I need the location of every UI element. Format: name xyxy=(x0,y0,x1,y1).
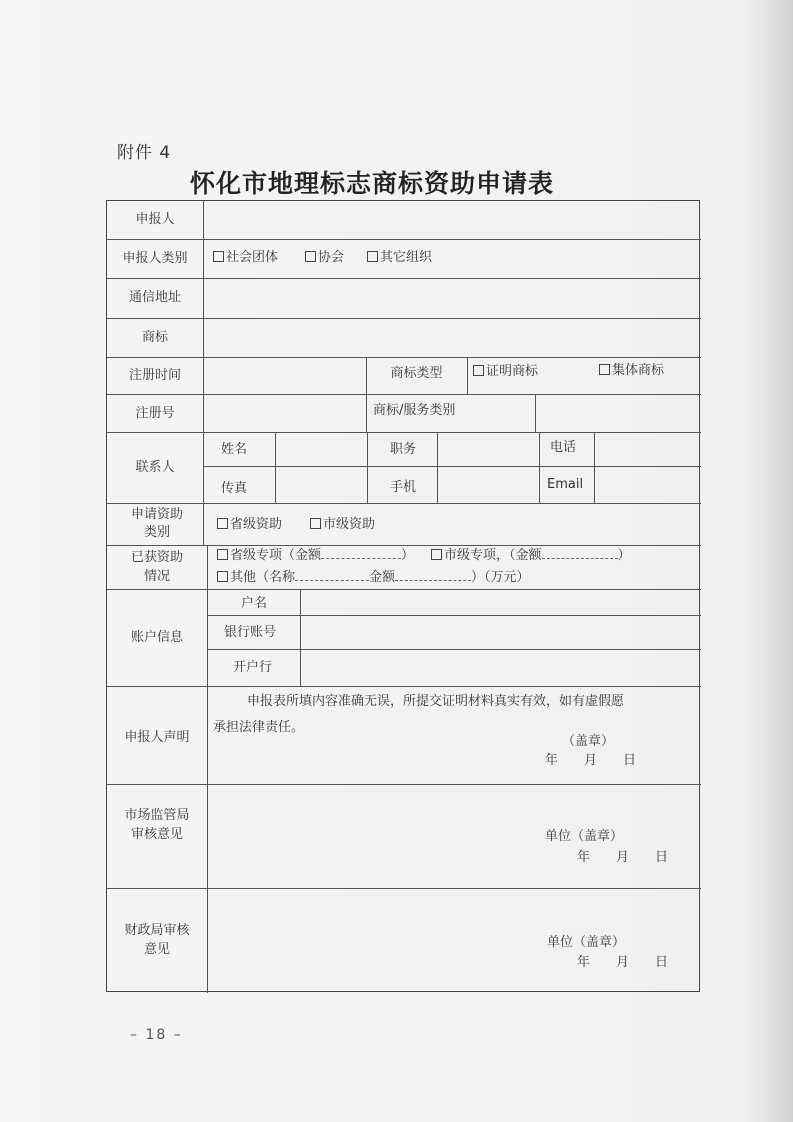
finance-unit-seal: 单位（盖章） xyxy=(547,935,626,950)
label-goods-class: 商标/服务类别 xyxy=(373,403,456,418)
declaration-seal: （盖章） xyxy=(562,734,615,749)
contact-position-input[interactable] xyxy=(439,434,537,464)
col-divider xyxy=(203,201,204,545)
option-provincial-funding[interactable]: 省级资助 xyxy=(217,516,282,534)
amount-blank[interactable] xyxy=(395,568,471,581)
label-tm-type: 商标类型 xyxy=(390,366,443,381)
label-applicant: 申报人 xyxy=(135,212,175,227)
checkbox-icon xyxy=(217,518,228,529)
label-contact-position: 职务 xyxy=(390,442,417,457)
label-applicant-type: 申报人类别 xyxy=(122,251,188,266)
account-number-input[interactable] xyxy=(302,617,699,647)
row-divider xyxy=(207,615,701,616)
checkbox-icon xyxy=(599,364,610,375)
label-account-holder: 户名 xyxy=(241,596,268,611)
account-bank-input[interactable] xyxy=(302,651,699,684)
option-city-funding[interactable]: 市级资助 xyxy=(310,516,375,534)
account-holder-input[interactable] xyxy=(302,591,699,613)
label-account-bank: 开户行 xyxy=(233,660,273,675)
goods-class-input[interactable] xyxy=(537,396,699,430)
option-other-org[interactable]: 其它组织 xyxy=(367,249,432,267)
row-divider xyxy=(107,432,701,433)
checkbox-icon xyxy=(213,251,224,262)
received-provincial[interactable]: 省级专项（金额 ） xyxy=(217,546,414,565)
label-finance-1: 财政局审核 xyxy=(124,923,190,938)
received-other[interactable]: 其他（名称 金额 ）（万元） xyxy=(217,568,530,587)
col-divider xyxy=(207,545,208,993)
row-divider xyxy=(107,888,701,889)
row-divider xyxy=(207,649,701,650)
label-market-1: 市场监管局 xyxy=(124,808,190,823)
row-divider xyxy=(203,466,701,467)
contact-fax-input[interactable] xyxy=(277,468,365,501)
name-blank[interactable] xyxy=(295,568,369,581)
label-account-number: 银行账号 xyxy=(224,625,277,640)
col-divider xyxy=(437,432,438,503)
checkbox-icon xyxy=(473,365,484,376)
label-contact-fax: 传真 xyxy=(221,481,248,496)
label-contact-email: Email xyxy=(547,477,584,492)
col-divider xyxy=(467,357,468,394)
row-divider xyxy=(107,239,701,240)
row-divider xyxy=(107,784,701,785)
address-input[interactable] xyxy=(205,280,699,316)
checkbox-icon xyxy=(305,251,316,262)
reg-no-input[interactable] xyxy=(205,396,365,430)
market-date: 年 月 日 xyxy=(577,850,669,865)
reg-time-input[interactable] xyxy=(205,359,365,392)
checkbox-icon xyxy=(217,549,228,560)
option-association[interactable]: 协会 xyxy=(305,249,344,267)
option-certification-mark[interactable]: 证明商标 xyxy=(473,363,538,381)
label-contact-mobile: 手机 xyxy=(390,480,417,495)
checkbox-icon xyxy=(310,518,321,529)
finance-date: 年 月 日 xyxy=(577,955,669,970)
declaration-date: 年 月 日 xyxy=(545,753,637,768)
application-form-table xyxy=(106,200,700,992)
col-divider xyxy=(367,432,368,503)
label-trademark: 商标 xyxy=(141,330,168,345)
declaration-text-1: 申报表所填内容准确无误，所提交证明材料真实有效，如有虚假愿 xyxy=(247,694,625,709)
label-contact-name: 姓名 xyxy=(221,442,248,457)
label-reg-no: 注册号 xyxy=(135,406,175,421)
checkbox-icon xyxy=(431,549,442,560)
row-divider xyxy=(107,589,701,590)
applicant-input[interactable] xyxy=(205,203,699,237)
checkbox-icon xyxy=(367,251,378,262)
checkbox-icon xyxy=(217,571,228,582)
label-finance-2: 意见 xyxy=(143,942,170,957)
label-received-2: 情况 xyxy=(143,569,170,584)
received-city[interactable]: 市级专项，（金额 ） xyxy=(431,546,631,565)
page-number: – 18 – xyxy=(130,1027,183,1043)
row-divider xyxy=(107,318,701,319)
option-social-group[interactable]: 社会团体 xyxy=(213,249,278,267)
col-divider xyxy=(594,432,595,503)
amount-blank[interactable] xyxy=(321,546,401,559)
contact-email-input[interactable] xyxy=(596,468,699,501)
label-address: 通信地址 xyxy=(128,290,181,305)
col-divider xyxy=(539,432,540,503)
row-divider xyxy=(107,357,701,358)
label-funding-type-1: 申请资助 xyxy=(130,507,183,522)
row-divider xyxy=(107,503,701,504)
col-divider xyxy=(300,589,301,686)
market-unit-seal: 单位（盖章） xyxy=(545,829,624,844)
attachment-label: 附件 4 xyxy=(117,143,172,163)
label-account: 账户信息 xyxy=(130,630,183,645)
declaration-text-2: 承担法律责任。 xyxy=(213,720,305,735)
amount-blank[interactable] xyxy=(542,546,618,559)
row-divider xyxy=(107,686,701,687)
label-reg-time: 注册时间 xyxy=(128,368,181,383)
label-funding-type-2: 类别 xyxy=(143,525,170,540)
option-collective-mark[interactable]: 集体商标 xyxy=(599,362,664,380)
trademark-input[interactable] xyxy=(205,320,699,355)
contact-name-input[interactable] xyxy=(277,434,365,464)
contact-mobile-input[interactable] xyxy=(439,468,537,501)
label-declaration: 申报人声明 xyxy=(124,730,190,745)
row-divider xyxy=(107,394,701,395)
label-market-2: 审核意见 xyxy=(130,827,183,842)
col-divider xyxy=(275,432,276,503)
row-divider xyxy=(107,278,701,279)
label-received-1: 已获资助 xyxy=(130,550,183,565)
form-title: 怀化市地理标志商标资助申请表 xyxy=(190,169,555,198)
col-divider xyxy=(535,394,536,432)
label-contact-phone: 电话 xyxy=(550,440,577,455)
contact-phone-input[interactable] xyxy=(596,434,699,464)
label-contact: 联系人 xyxy=(135,460,175,475)
